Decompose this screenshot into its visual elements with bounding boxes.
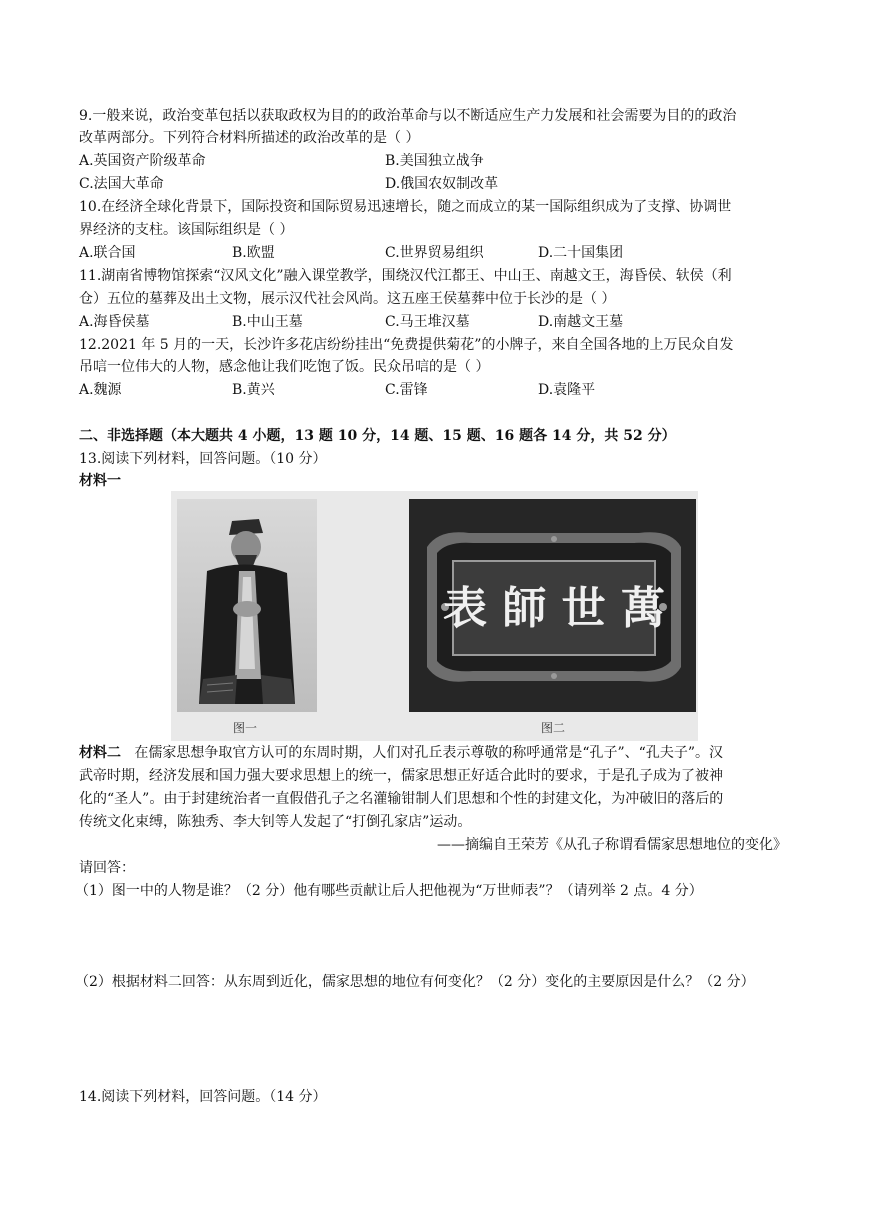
q9-option-a: A.英国资产阶级革命 [79, 153, 206, 169]
q13-sub2: （2）根据材料二回答：从东周到近化，儒家思想的地位有何变化？（2 分）变化的主要原因是什么？（2 分） [75, 974, 755, 990]
material2-source: ——摘编自王荣芳《从孔子称谓看儒家思想地位的变化》 [437, 837, 787, 853]
q12-option-d: D.袁隆平 [538, 382, 596, 398]
material2-line1 [79, 743, 723, 763]
figure2-plaque [409, 499, 696, 712]
material2-line2: 武帝时期，经济发展和国力强大要求思想上的统一，儒家思想正好适合此时的要求，于是孔子成为了被神 [79, 768, 723, 784]
material1-figures [171, 491, 698, 741]
q9-stem-line2: 改革两部分。下列符合材料所描述的政治改革的是（ ） [79, 130, 420, 146]
q11-option-b: B.中山王墓 [232, 314, 303, 330]
q13-ask: 请回答： [79, 860, 135, 876]
q10-option-a: A.联合国 [79, 245, 136, 261]
q11-option-c: C.马王堆汉墓 [385, 314, 470, 330]
q9-option-b: B.美国独立战争 [385, 153, 484, 169]
q12-option-c: C.雷锋 [385, 382, 428, 398]
material1-label: 材料一 [79, 473, 121, 489]
figure1-caption: 图一 [233, 721, 258, 735]
plaque-icon [409, 499, 696, 712]
q12-stem-line1: 12.2021 年 5 月的一天，长沙许多花店纷纷挂出“免费提供菊花”的小牌子，来自全国各地的上万民众自发 [79, 337, 734, 353]
figure1-portrait [177, 499, 317, 712]
material2-text1: 在儒家思想争取官方认可的东周时期，人们对孔丘表示尊敬的称呼通常是“孔子”、“孔夫子”。汉 [134, 745, 723, 761]
q10-option-d: D.二十国集团 [538, 245, 624, 261]
figure2-caption: 图二 [541, 721, 566, 735]
confucius-portrait-icon [177, 499, 317, 712]
material2-line3: 化的“圣人”。由于封建统治者一直假借孔子之名灌输钳制人们思想和个性的封建文化，为冲破旧的落后的 [79, 791, 724, 807]
q12-option-a: A.魏源 [79, 382, 122, 398]
q12-option-b: B.黄兴 [232, 382, 275, 398]
q11-option-a: A.海昏侯墓 [79, 314, 150, 330]
q13-sub1: （1）图一中的人物是谁？（2 分）他有哪些贡献让后人把他视为“万世师表”？（请列举 2 点。4 分） [75, 883, 703, 899]
q13-intro: 13.阅读下列材料，回答问题。（10 分） [79, 451, 327, 467]
q12-stem-line2: 吊唁一位伟大的人物，感念他让我们吃饱了饭。民众吊唁的是（ ） [79, 359, 490, 375]
q9-option-d: D.俄国农奴制改革 [385, 176, 499, 192]
q10-option-b: B.欧盟 [232, 245, 275, 261]
q11-option-d: D.南越文王墓 [538, 314, 624, 330]
material2-label: 材料二 [79, 745, 121, 761]
q9-option-c: C.法国大革命 [79, 176, 164, 192]
q11-stem-line2: 仓）五位的墓葬及出土文物，展示汉代社会风尚。这五座王侯墓葬中位于长沙的是（ ） [79, 291, 616, 307]
q11-stem-line1: 11.湖南省博物馆探索“汉风文化”融入课堂教学，围绕汉代江都王、中山王、南越文王，海昏侯、轪侯（利 [79, 268, 732, 284]
q10-stem-line1: 10.在经济全球化背景下，国际投资和国际贸易迅速增长，随之而成立的某一国际组织成为了支撑、协调世 [79, 199, 732, 215]
section-heading: 二、非选择题（本大题共 4 小题，13 题 10 分，14 题、15 题、16 题各 14 分，共 52 分） [79, 428, 676, 444]
plaque-inscription: 表 師 世 萬 [443, 583, 665, 634]
q14-intro: 14.阅读下列材料，回答问题。（14 分） [79, 1089, 327, 1105]
q10-stem-line2: 界经济的支柱。该国际组织是（ ） [79, 222, 294, 238]
q9-stem-line1: 9.一般来说，政治变革包括以获取政权为目的的政治革命与以不断适应生产力发展和社会需要为目的的政治 [79, 108, 737, 124]
material2-line4: 传统文化束缚，陈独秀、李大钊等人发起了“打倒孔家店”运动。 [79, 814, 472, 830]
q10-option-c: C.世界贸易组织 [385, 245, 484, 261]
